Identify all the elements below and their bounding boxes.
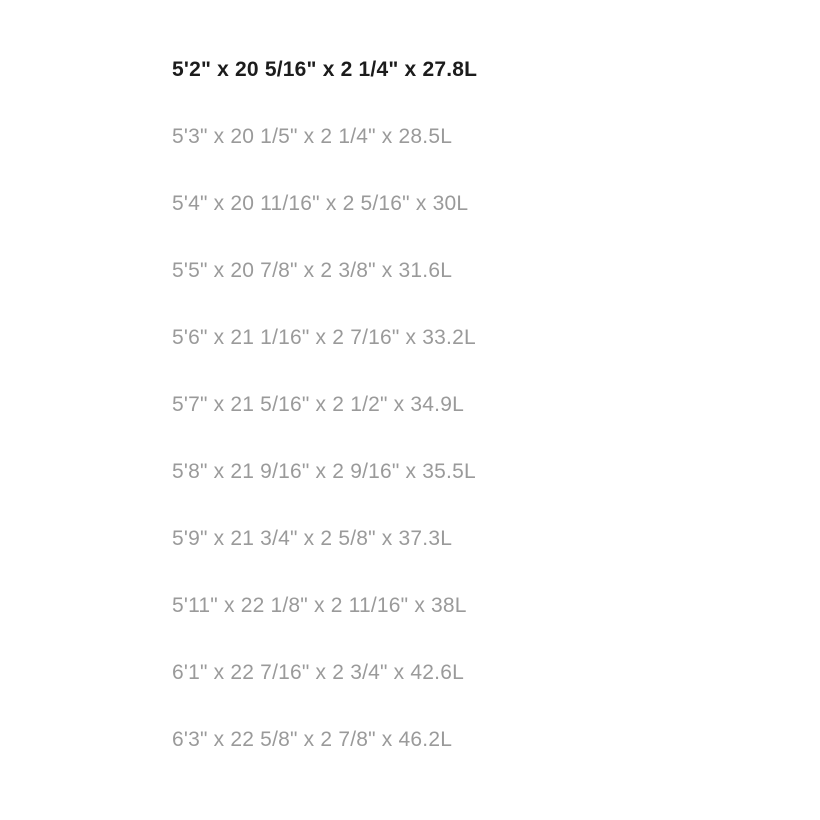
size-option-label: 5'2" x 20 5/16" x 2 1/4" x 27.8L <box>172 57 478 81</box>
list-item[interactable] <box>0 438 820 505</box>
size-option-label: 5'5" x 20 7/8" x 2 3/8" x 31.6L <box>172 258 453 282</box>
size-option-label: 5'9" x 21 3/4" x 2 5/8" x 37.3L <box>172 526 453 550</box>
size-option-label: 5'3" x 20 1/5" x 2 1/4" x 28.5L <box>172 124 453 148</box>
size-option-label: 6'1" x 22 7/16" x 2 3/4" x 42.6L <box>172 660 464 684</box>
size-option-label: 5'6" x 21 1/16" x 2 7/16" x 33.2L <box>172 325 476 349</box>
list-item[interactable] <box>0 237 820 304</box>
list-item[interactable] <box>0 103 820 170</box>
list-item[interactable] <box>0 572 820 639</box>
size-option-label: 5'4" x 20 11/16" x 2 5/16" x 30L <box>172 191 469 215</box>
list-item[interactable] <box>0 505 820 572</box>
list-item[interactable] <box>0 36 820 103</box>
list-item[interactable] <box>0 170 820 237</box>
size-option-label: 5'7" x 21 5/16" x 2 1/2" x 34.9L <box>172 392 464 416</box>
list-item[interactable] <box>0 371 820 438</box>
list-item[interactable] <box>0 706 820 773</box>
list-item[interactable] <box>0 304 820 371</box>
size-option-label: 5'8" x 21 9/16" x 2 9/16" x 35.5L <box>172 459 476 483</box>
list-item[interactable] <box>0 639 820 706</box>
size-option-label: 5'11" x 22 1/8" x 2 11/16" x 38L <box>172 593 467 617</box>
size-option-label: 6'3" x 22 5/8" x 2 7/8" x 46.2L <box>172 727 453 751</box>
